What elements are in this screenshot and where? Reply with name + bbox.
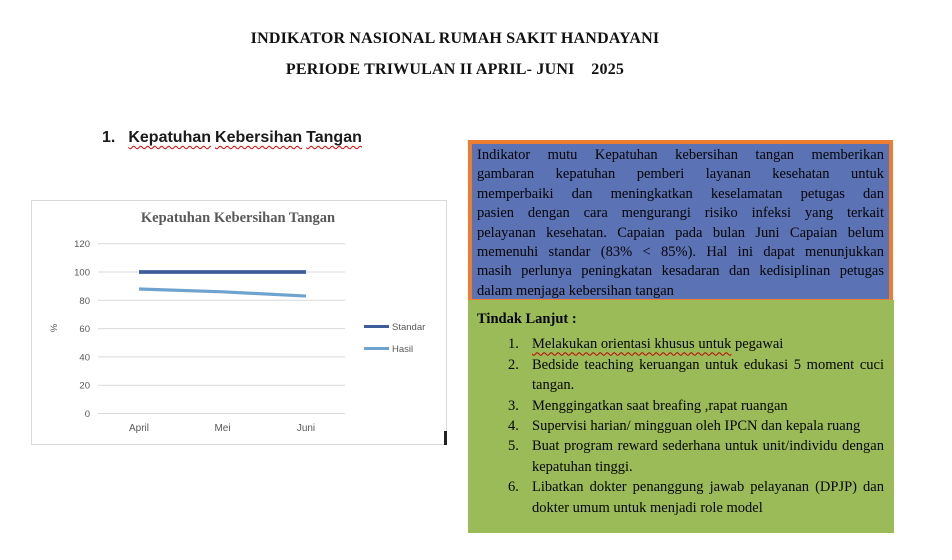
analysis-line: memperbaiki dan meningkatkan keselamatan petugas dan: [477, 185, 884, 202]
followup-item: [477, 416, 884, 436]
svg-text:Juni: Juni: [296, 423, 316, 434]
section-word-1: Kepatuhan: [128, 129, 212, 146]
svg-text:%: %: [49, 323, 60, 333]
item-text: Bedside teaching keruangan untuk edukasi 5 moment cuci tangan.: [532, 356, 884, 394]
chart-title: Kepatuhan Kebersihan Tangan: [140, 210, 336, 226]
svg-text:Standar: Standar: [392, 322, 426, 333]
svg-text:100: 100: [74, 267, 90, 279]
followup-item: [477, 396, 884, 416]
item-number: 4.: [508, 418, 519, 435]
svg-text:April: April: [128, 423, 150, 434]
page-title-line2: PERIODE TRIWULAN II APRIL- JUNI 2025: [285, 61, 625, 78]
analysis-line: pelayanan kesehatan. Capaian pada bulan Juni Capaian belum: [477, 224, 884, 241]
svg-text:120: 120: [74, 239, 90, 251]
item-text: Libatkan dokter penanggung jawab pelayanan (DPJP) dan dokter umum untuk menjadi role model: [532, 479, 884, 516]
item-number: 1.: [508, 336, 519, 353]
chart-svg: [32, 201, 446, 444]
analysis-line: masih perlunya peningkatan kesadaran dan kedisiplinan petugas: [477, 263, 884, 280]
text-cursor: [444, 431, 447, 445]
analysis-line: Indikator mutu Kepatuhan kebersihan tangan memberikan: [477, 147, 884, 163]
item-text: Menggingatkan saat breafing ,rapat ruangan: [532, 397, 788, 414]
page-title: [0, 30, 910, 79]
item-text: [528, 334, 884, 354]
analysis-line: dalam menjaga kebersihan tangan: [477, 282, 674, 299]
line-chart: [31, 200, 447, 445]
page-title-line1: INDIKATOR NASIONAL RUMAH SAKIT HANDAYANI: [250, 30, 660, 47]
svg-text:20: 20: [79, 380, 90, 392]
svg-text:Hasil: Hasil: [392, 344, 414, 355]
followup-item: [477, 477, 884, 518]
followup-item: [477, 355, 884, 396]
analysis-line: memenuhi standar (83% < 85%). Hal ini dapat menunjukkan: [477, 244, 884, 261]
item-number: 5.: [508, 438, 519, 455]
item-number: 3.: [508, 397, 519, 414]
svg-text:40: 40: [79, 352, 90, 364]
svg-text:80: 80: [79, 295, 90, 307]
item-text: Buat program reward sederhana untuk unit/individu dengan kepatuhan tinggi.: [532, 438, 884, 475]
svg-text:60: 60: [79, 324, 90, 336]
section-word-3: Tangan: [306, 129, 362, 146]
svg-text:Mei: Mei: [214, 423, 231, 434]
svg-text:0: 0: [84, 409, 90, 420]
followup-item: [477, 334, 884, 354]
followup-heading: Tindak Lanjut :: [477, 311, 577, 327]
analysis-line: gambaran kepatuhan pemberi layanan kesehatan untuk: [477, 166, 884, 183]
item-number: 2.: [508, 356, 519, 373]
followup-item: [477, 436, 884, 477]
followup-box: [468, 300, 894, 533]
section-number: 1.: [102, 129, 116, 146]
section-word-2: Kebersihan: [215, 129, 303, 146]
item-text: Supervisi harian/ mingguan oleh IPCN dan kepala ruang: [532, 418, 861, 435]
analysis-line: pasien dengan cara mengurangi risiko infeksi yang terkait: [477, 205, 884, 222]
analysis-box: [468, 140, 893, 303]
section-heading: [102, 129, 366, 147]
item-number: 6.: [508, 479, 519, 496]
item-text-rest: pegawai: [731, 336, 784, 353]
item-text-underlined: Melakukan orientasi khusus untuk: [532, 336, 732, 353]
